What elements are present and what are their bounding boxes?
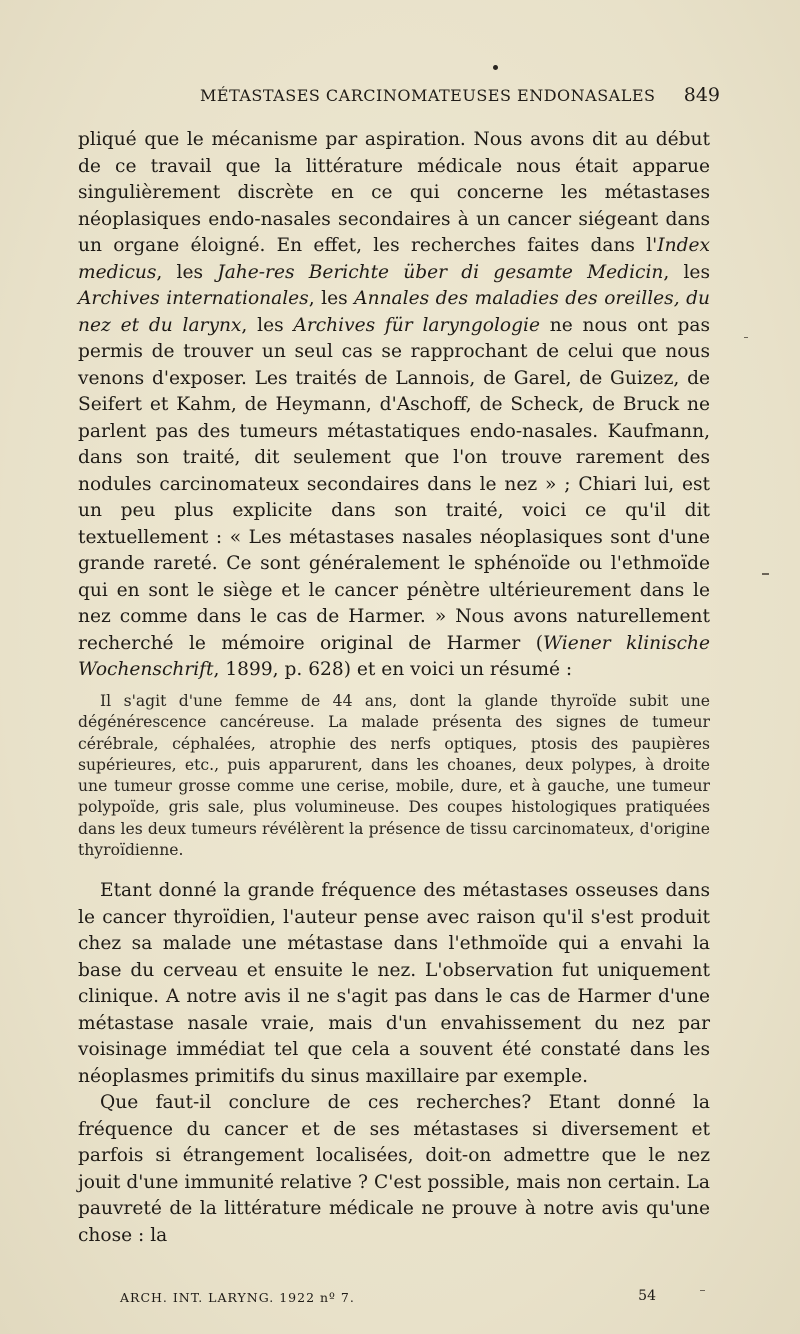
signature-mark: 54 — [638, 1288, 656, 1304]
text-run: pliqué que le mécanisme par aspiration. Nous avons dit au début de ce travail que la littérature médicale nous était apparue singulièrement discrète en ce qui concerne les métastases néoplasiques endo-nasales secondaires à un cancer siégeant dans un organe éloigné. En effet, les recherches faites dans l' — [78, 129, 710, 256]
citation-archiv-laryngologie: Archives für laryngologie — [293, 314, 540, 336]
quote-text: Il s'agit d'une femme de 44 ans, dont la glande thyroïde subit une dégénérescence cancéreuse. La malade présenta des signes de tumeur cérébrale, céphalées, atrophie des nerfs optiques, ptosis des paupières supérieures, etc., puis apparurent, dans les choanes, deux polypes, à droite une tumeur grosse comme une cerise, mobile, dure, et à gauche, une tumeur polypoïde, gris sale, plus volumineuse. Des coupes histologiques pratiquées dans les deux tumeurs révélèrent la présence de tissu carcinomateux, d'origine thyroïdienne. — [78, 692, 710, 860]
text-run: , les — [156, 261, 218, 283]
text-run: , 1899, p. 628) et en voici un résumé : — [213, 659, 573, 680]
printer-dot — [493, 65, 498, 70]
margin-mark — [744, 337, 748, 338]
text-run: , les — [308, 288, 355, 309]
paragraph-2: Etant donné la grande fréquence des métastases osseuses dans le cancer thyroïdien, l'auteur pense avec raison qu'il s'est produit chez sa malade une métastase dans l'ethmoïde qui a envahi la base du cerveau et ensuite le nez. L'observation fut uniquement clinique. A notre avis il ne s'agit pas dans le cas de Harmer d'une métastase nasale vraie, mais d'un envahissement du nez par voisinage immédiat tel que cela a souvent été constaté dans les néoplasmes primitifs du sinus maxillaire par exemple. — [78, 880, 710, 1087]
citation-jahresberichte: Jahe-res Berichte über di gesamte Medicin — [217, 261, 664, 283]
citation-index-medicus: Index medicus — [78, 235, 710, 283]
citation-wiener-klinische: Wiener klinische Wochenschrift — [78, 632, 711, 680]
margin-mark — [762, 573, 769, 575]
margin-mark — [700, 1290, 705, 1291]
text-run: , les — [663, 261, 710, 283]
paragraph-1 — [78, 127, 710, 684]
text-run: , les — [241, 314, 294, 336]
citation-archives-internationales: Archives internationales — [78, 288, 309, 309]
running-title: MÉTASTASES CARCINOMATEUSES ENDONASALES — [200, 86, 656, 105]
paragraph-3: Que faut-il conclure de ces recherches? Etant donné la fréquence du cancer et de ses métastases si diversement et parfois si étrangement localisées, doit-on admettre que le nez jouit d'une immunité relative ? C'est possible, mais non certain. La pauvreté de la littérature médicale ne prouve à notre avis qu'une chose : la — [78, 1092, 710, 1246]
case-summary-quote — [78, 691, 710, 861]
text-run: ne nous ont pas permis de trouver un seul cas se rapprochant de celui que nous venons d'exposer. Les traités de Lannois, de Garel, de Guizez, de Seifert et Kahm, de Heymann, d'Aschoff, de Scheck, de Bruck ne parlent pas des tumeurs métastatiques endo-nasales. Kaufmann, dans son traité, dit seulement que l'on trouve rarement des nodules carcinomateux secondaires dans le nez » ; Chiari lui, est un peu plus explicite dans son traité, voici ce qu'il dit textuellement : « Les métastases nasales néoplasiques sont d'une grande rareté. Ce sont généralement le sphénoïde ou l'ethmoïde qui en sont le siège et le cancer pénètre ultérieurement dans le nez comme dans le cas de Harmer. » Nous avons naturellement recherché le mémoire original de Harmer ( — [78, 314, 710, 654]
journal-footer: ARCH. INT. LARYNG. 1922 nº 7. — [120, 1290, 355, 1305]
page-number: 849 — [683, 84, 720, 106]
citation-annales: Annales des maladies des oreilles, du nez et du larynx — [78, 288, 710, 336]
discussion-block — [78, 878, 710, 1249]
